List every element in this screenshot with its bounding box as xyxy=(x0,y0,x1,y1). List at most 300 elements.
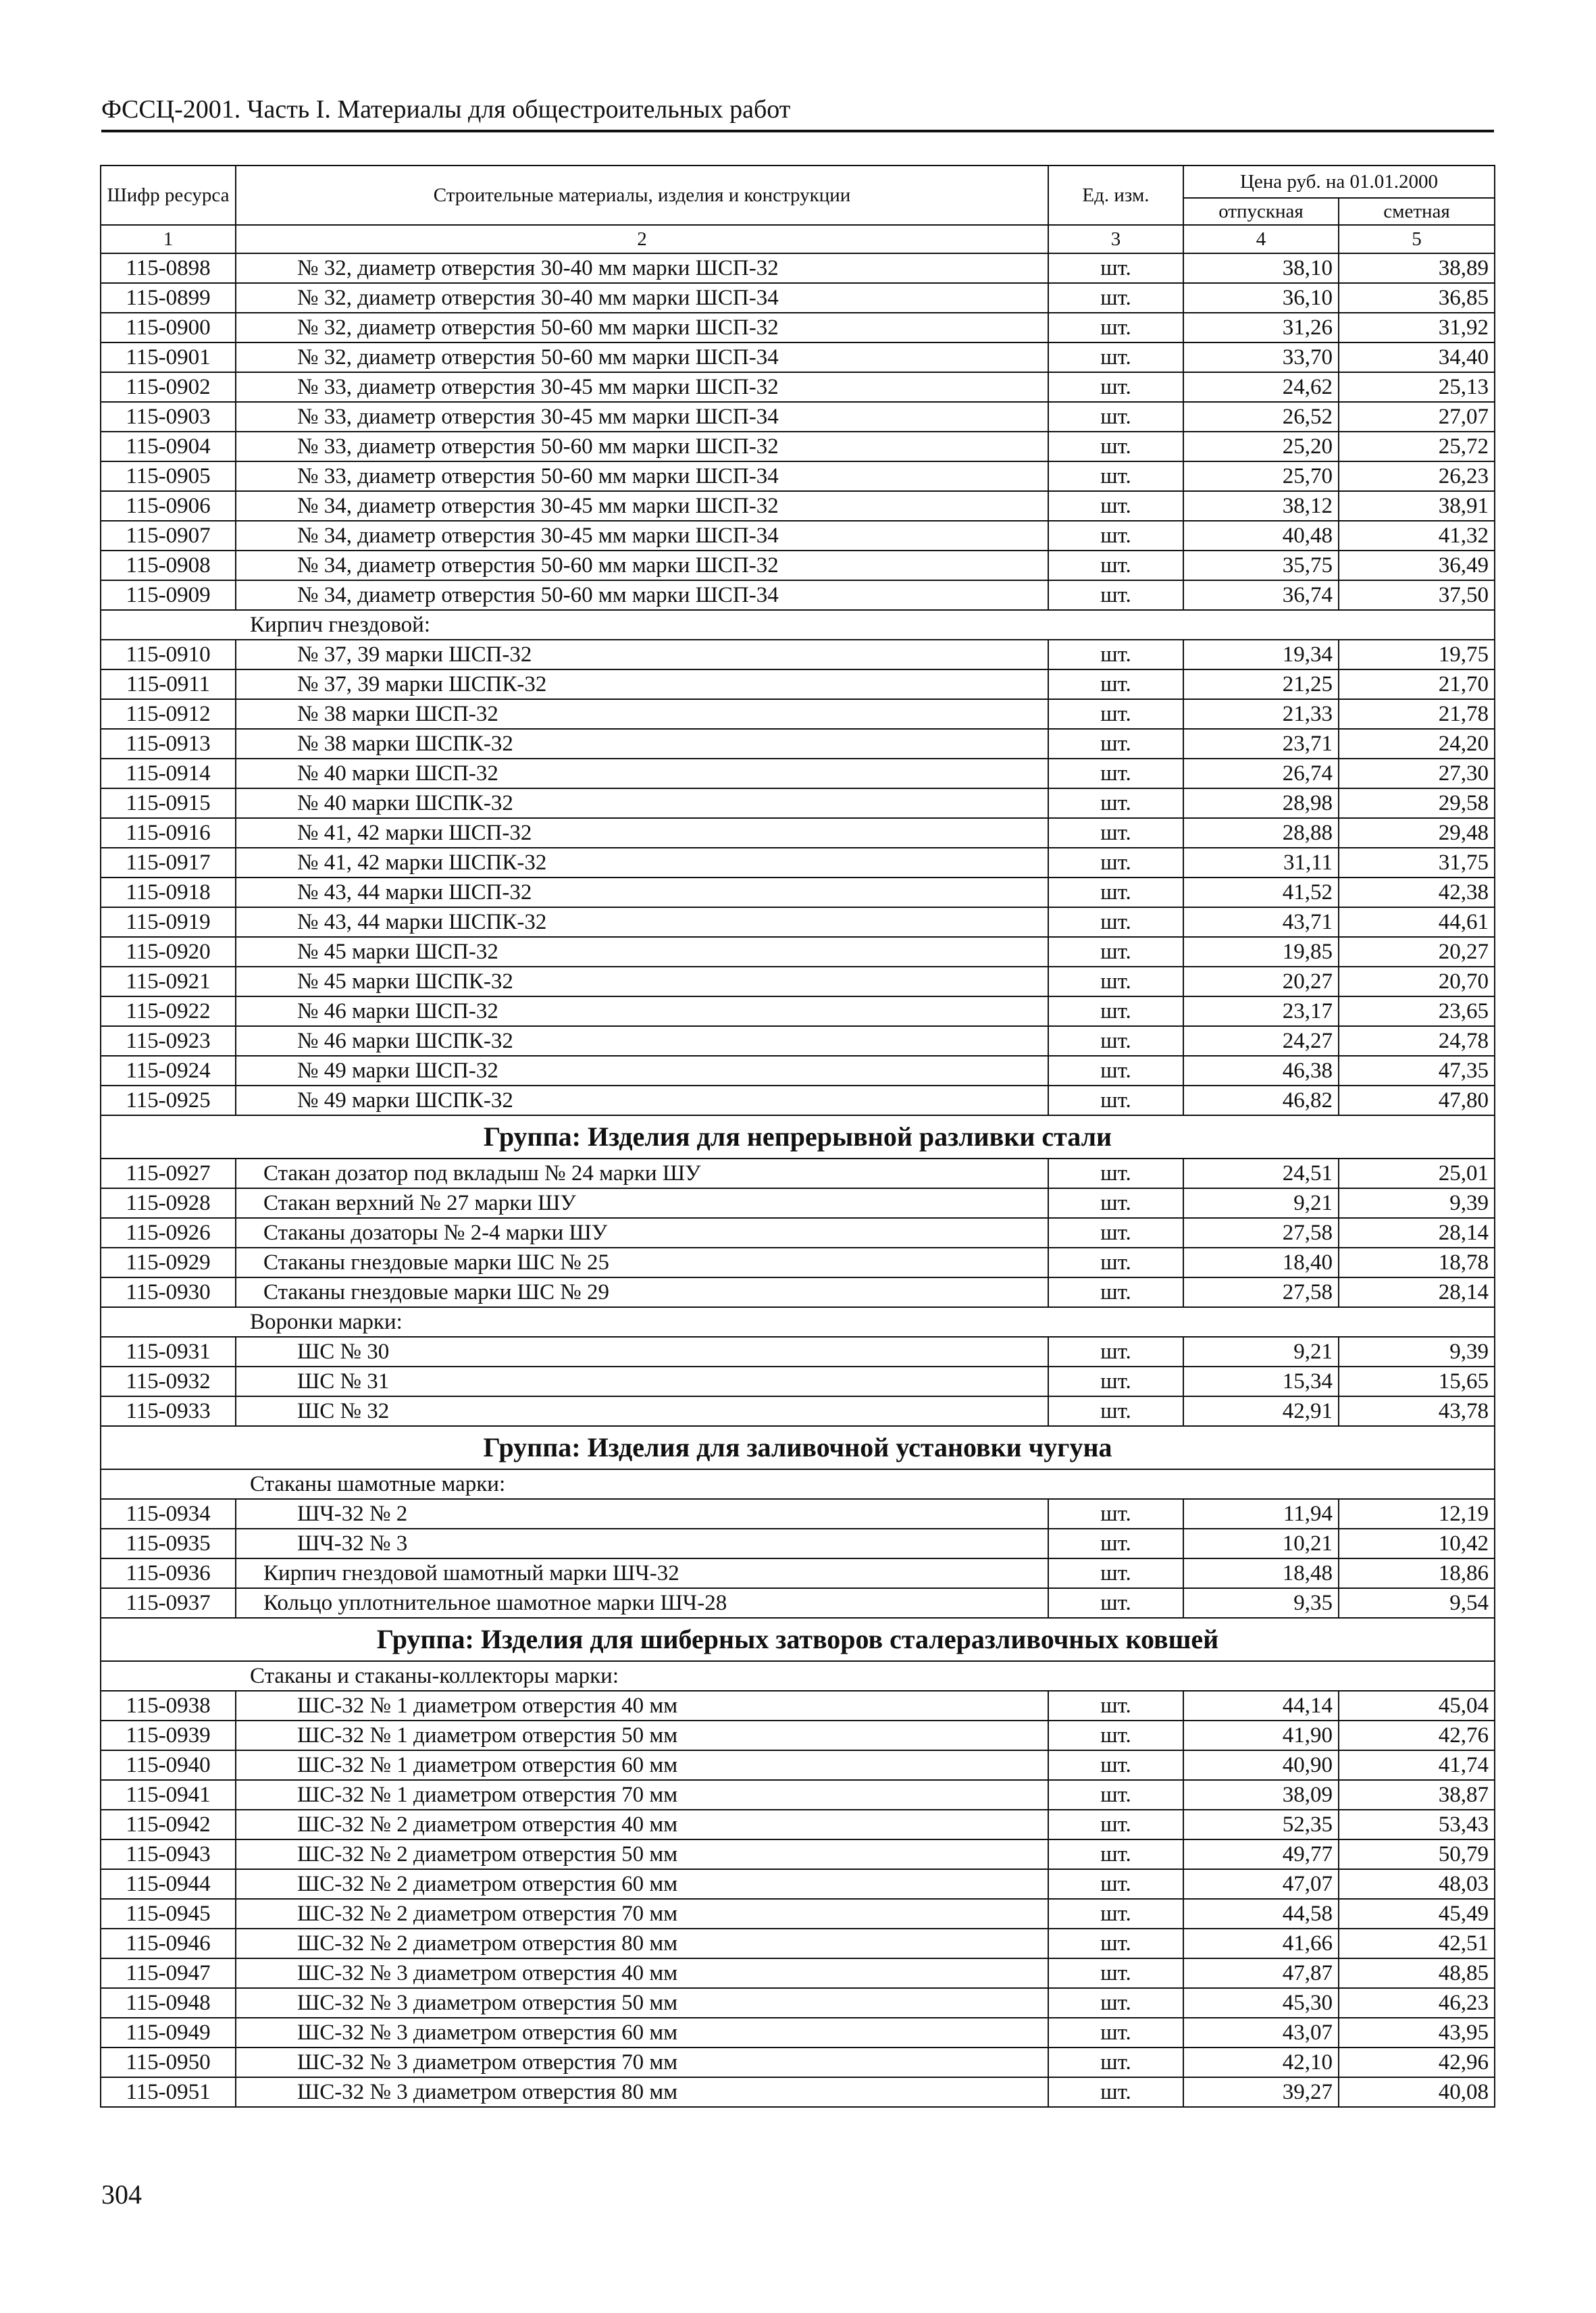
release-price-cell: 43,07 xyxy=(1183,2018,1339,2048)
material-name-cell: № 32, диаметр отверстия 30-40 мм марки ШСП-34 xyxy=(236,283,1048,313)
table-row xyxy=(101,2048,1495,2077)
resource-code-cell: 115-0898 xyxy=(101,253,236,283)
unit-cell: шт. xyxy=(1048,1367,1183,1396)
resource-code-cell: 115-0906 xyxy=(101,491,236,521)
unit-cell: шт. xyxy=(1048,313,1183,342)
table-row xyxy=(101,313,1495,342)
release-price-cell: 18,48 xyxy=(1183,1558,1339,1588)
resource-code-cell: 115-0920 xyxy=(101,937,236,967)
table-row xyxy=(101,580,1495,610)
release-price-cell: 40,90 xyxy=(1183,1750,1339,1780)
material-name-cell: ШС-32 № 2 диаметром отверстия 80 мм xyxy=(236,1929,1048,1958)
estimate-price-cell: 41,32 xyxy=(1339,521,1495,551)
estimate-price-cell: 38,89 xyxy=(1339,253,1495,283)
group-heading-row xyxy=(101,1618,1495,1661)
estimate-price-cell: 15,65 xyxy=(1339,1367,1495,1396)
unit-cell: шт. xyxy=(1048,729,1183,759)
resource-code-cell: 115-0934 xyxy=(101,1499,236,1529)
estimate-price-cell: 10,42 xyxy=(1339,1529,1495,1558)
estimate-price-cell: 36,85 xyxy=(1339,283,1495,313)
estimate-price-cell: 41,74 xyxy=(1339,1750,1495,1780)
estimate-price-cell: 45,49 xyxy=(1339,1899,1495,1929)
table-row xyxy=(101,1780,1495,1810)
release-price-cell: 49,77 xyxy=(1183,1839,1339,1869)
estimate-price-cell: 50,79 xyxy=(1339,1839,1495,1869)
release-price-cell: 10,21 xyxy=(1183,1529,1339,1558)
unit-cell: шт. xyxy=(1048,521,1183,551)
unit-cell: шт. xyxy=(1048,1026,1183,1056)
release-price-cell: 35,75 xyxy=(1183,551,1339,580)
material-name-cell: ШС-32 № 3 диаметром отверстия 40 мм xyxy=(236,1958,1048,1988)
estimate-price-cell: 28,14 xyxy=(1339,1218,1495,1248)
material-name-cell: ШС-32 № 2 диаметром отверстия 40 мм xyxy=(236,1810,1048,1839)
release-price-cell: 44,14 xyxy=(1183,1691,1339,1721)
estimate-price-cell: 25,13 xyxy=(1339,372,1495,402)
material-name-cell: ШС-32 № 1 диаметром отверстия 70 мм xyxy=(236,1780,1048,1810)
release-price-cell: 23,71 xyxy=(1183,729,1339,759)
table-row xyxy=(101,1056,1495,1086)
release-price-cell: 41,52 xyxy=(1183,878,1339,907)
unit-cell: шт. xyxy=(1048,788,1183,818)
col-number-4: 4 xyxy=(1183,225,1339,253)
table-row xyxy=(101,1869,1495,1899)
unit-cell: шт. xyxy=(1048,1558,1183,1588)
table-header xyxy=(101,166,1495,253)
release-price-cell: 41,90 xyxy=(1183,1721,1339,1750)
subgroup-row xyxy=(101,1661,1495,1691)
table-row xyxy=(101,1337,1495,1367)
unit-cell: шт. xyxy=(1048,1159,1183,1188)
material-name-cell: Стакан верхний № 27 марки ШУ xyxy=(236,1188,1048,1218)
unit-cell: шт. xyxy=(1048,1056,1183,1086)
material-name-cell: № 33, диаметр отверстия 30-45 мм марки ШСП-32 xyxy=(236,372,1048,402)
resource-code-cell: 115-0921 xyxy=(101,967,236,996)
resource-code-cell: 115-0926 xyxy=(101,1218,236,1248)
release-price-cell: 11,94 xyxy=(1183,1499,1339,1529)
release-price-cell: 46,38 xyxy=(1183,1056,1339,1086)
material-name-cell: № 32, диаметр отверстия 50-60 мм марки ШСП-32 xyxy=(236,313,1048,342)
unit-cell: шт. xyxy=(1048,1529,1183,1558)
table-row xyxy=(101,1750,1495,1780)
resource-code-cell: 115-0919 xyxy=(101,907,236,937)
material-name-cell: ШС-32 № 1 диаметром отверстия 40 мм xyxy=(236,1691,1048,1721)
estimate-price-cell: 48,85 xyxy=(1339,1958,1495,1988)
unit-cell: шт. xyxy=(1048,1988,1183,2018)
release-price-cell: 18,40 xyxy=(1183,1248,1339,1277)
release-price-cell: 42,10 xyxy=(1183,2048,1339,2077)
table-row xyxy=(101,1218,1495,1248)
unit-cell: шт. xyxy=(1048,1337,1183,1367)
col-number-2: 2 xyxy=(236,225,1048,253)
release-price-cell: 43,71 xyxy=(1183,907,1339,937)
resource-code-cell: 115-0930 xyxy=(101,1277,236,1307)
estimate-price-cell: 36,49 xyxy=(1339,551,1495,580)
table-row xyxy=(101,1367,1495,1396)
unit-cell: шт. xyxy=(1048,461,1183,491)
resource-code-cell: 115-0929 xyxy=(101,1248,236,1277)
release-price-cell: 23,17 xyxy=(1183,996,1339,1026)
material-name-cell: ШС-32 № 3 диаметром отверстия 70 мм xyxy=(236,2048,1048,2077)
release-price-cell: 36,10 xyxy=(1183,283,1339,313)
material-name-cell: ШЧ-32 № 2 xyxy=(236,1499,1048,1529)
unit-cell: шт. xyxy=(1048,1499,1183,1529)
material-name-cell: № 34, диаметр отверстия 30-45 мм марки ШСП-34 xyxy=(236,521,1048,551)
release-price-cell: 45,30 xyxy=(1183,1988,1339,2018)
resource-code-cell: 115-0902 xyxy=(101,372,236,402)
table-row xyxy=(101,848,1495,878)
unit-cell: шт. xyxy=(1048,253,1183,283)
estimate-price-cell: 42,51 xyxy=(1339,1929,1495,1958)
table-row xyxy=(101,1499,1495,1529)
material-name-cell: ШС-32 № 2 диаметром отверстия 70 мм xyxy=(236,1899,1048,1929)
release-price-cell: 52,35 xyxy=(1183,1810,1339,1839)
estimate-price-cell: 45,04 xyxy=(1339,1691,1495,1721)
resource-code-cell: 115-0899 xyxy=(101,283,236,313)
estimate-price-cell: 9,54 xyxy=(1339,1588,1495,1618)
resource-code-cell: 115-0947 xyxy=(101,1958,236,1988)
unit-cell: шт. xyxy=(1048,491,1183,521)
unit-cell: шт. xyxy=(1048,699,1183,729)
release-price-cell: 39,27 xyxy=(1183,2077,1339,2107)
release-price-cell: 25,70 xyxy=(1183,461,1339,491)
resource-code-cell: 115-0942 xyxy=(101,1810,236,1839)
subgroup-row xyxy=(101,610,1495,640)
release-price-cell: 19,85 xyxy=(1183,937,1339,967)
group-heading: Группа: Изделия для непрерывной разливки стали xyxy=(101,1115,1495,1159)
subgroup-row xyxy=(101,1307,1495,1337)
estimate-price-cell: 26,23 xyxy=(1339,461,1495,491)
release-price-cell: 19,34 xyxy=(1183,640,1339,669)
page-number: 304 xyxy=(101,2179,142,2210)
table-row xyxy=(101,1810,1495,1839)
subgroup-label: Стаканы шамотные марки: xyxy=(101,1469,1495,1499)
group-heading: Группа: Изделия для шиберных затворов сталеразливочных ковшей xyxy=(101,1618,1495,1661)
resource-code-cell: 115-0938 xyxy=(101,1691,236,1721)
estimate-price-cell: 25,01 xyxy=(1339,1159,1495,1188)
estimate-price-cell: 46,23 xyxy=(1339,1988,1495,2018)
unit-cell: шт. xyxy=(1048,996,1183,1026)
table-row xyxy=(101,491,1495,521)
unit-cell: шт. xyxy=(1048,967,1183,996)
unit-cell: шт. xyxy=(1048,1277,1183,1307)
resource-code-cell: 115-0917 xyxy=(101,848,236,878)
subgroup-label: Стаканы и стаканы-коллекторы марки: xyxy=(101,1661,1495,1691)
unit-cell: шт. xyxy=(1048,1899,1183,1929)
material-name-cell: ШС-32 № 3 диаметром отверстия 80 мм xyxy=(236,2077,1048,2107)
resource-code-cell: 115-0931 xyxy=(101,1337,236,1367)
release-price-cell: 20,27 xyxy=(1183,967,1339,996)
unit-cell: шт. xyxy=(1048,1721,1183,1750)
estimate-price-cell: 20,70 xyxy=(1339,967,1495,996)
table-row xyxy=(101,432,1495,461)
unit-cell: шт. xyxy=(1048,759,1183,788)
subgroup-row xyxy=(101,1469,1495,1499)
col-header-code: Шифр ресурса xyxy=(101,166,236,225)
material-name-cell: № 49 марки ШСПК-32 xyxy=(236,1086,1048,1115)
material-name-cell: № 33, диаметр отверстия 30-45 мм марки ШСП-34 xyxy=(236,402,1048,432)
table-row xyxy=(101,1026,1495,1056)
estimate-price-cell: 34,40 xyxy=(1339,342,1495,372)
estimate-price-cell: 42,76 xyxy=(1339,1721,1495,1750)
material-name-cell: № 43, 44 марки ШСП-32 xyxy=(236,878,1048,907)
resource-code-cell: 115-0940 xyxy=(101,1750,236,1780)
resource-code-cell: 115-0922 xyxy=(101,996,236,1026)
subgroup-label: Воронки марки: xyxy=(101,1307,1495,1337)
estimate-price-cell: 19,75 xyxy=(1339,640,1495,669)
material-name-cell: ШС-32 № 2 диаметром отверстия 50 мм xyxy=(236,1839,1048,1869)
resource-code-cell: 115-0900 xyxy=(101,313,236,342)
col-header-price: Цена руб. на 01.01.2000 xyxy=(1183,166,1495,198)
material-name-cell: Кирпич гнездовой шамотный марки ШЧ-32 xyxy=(236,1558,1048,1588)
release-price-cell: 42,91 xyxy=(1183,1396,1339,1426)
estimate-price-cell: 42,38 xyxy=(1339,878,1495,907)
material-name-cell: № 38 марки ШСП-32 xyxy=(236,699,1048,729)
estimate-price-cell: 20,27 xyxy=(1339,937,1495,967)
release-price-cell: 9,35 xyxy=(1183,1588,1339,1618)
material-name-cell: Стаканы дозаторы № 2-4 марки ШУ xyxy=(236,1218,1048,1248)
material-name-cell: № 34, диаметр отверстия 50-60 мм марки ШСП-34 xyxy=(236,580,1048,610)
estimate-price-cell: 31,92 xyxy=(1339,313,1495,342)
release-price-cell: 9,21 xyxy=(1183,1188,1339,1218)
resource-code-cell: 115-0918 xyxy=(101,878,236,907)
estimate-price-cell: 23,65 xyxy=(1339,996,1495,1026)
col-number-3: 3 xyxy=(1048,225,1183,253)
table-row xyxy=(101,253,1495,283)
release-price-cell: 26,52 xyxy=(1183,402,1339,432)
unit-cell: шт. xyxy=(1048,1750,1183,1780)
table-row xyxy=(101,461,1495,491)
unit-cell: шт. xyxy=(1048,818,1183,848)
release-price-cell: 21,25 xyxy=(1183,669,1339,699)
resource-code-cell: 115-0927 xyxy=(101,1159,236,1188)
unit-cell: шт. xyxy=(1048,1086,1183,1115)
table-row xyxy=(101,1248,1495,1277)
material-name-cell: № 37, 39 марки ШСП-32 xyxy=(236,640,1048,669)
material-name-cell: № 34, диаметр отверстия 50-60 мм марки ШСП-32 xyxy=(236,551,1048,580)
resource-code-cell: 115-0943 xyxy=(101,1839,236,1869)
col-header-name: Строительные материалы, изделия и конструкции xyxy=(236,166,1048,225)
table-body xyxy=(101,253,1495,2107)
unit-cell: шт. xyxy=(1048,2018,1183,2048)
resource-code-cell: 115-0941 xyxy=(101,1780,236,1810)
material-name-cell: № 46 марки ШСП-32 xyxy=(236,996,1048,1026)
resource-code-cell: 115-0901 xyxy=(101,342,236,372)
material-name-cell: ШЧ-32 № 3 xyxy=(236,1529,1048,1558)
resource-code-cell: 115-0933 xyxy=(101,1396,236,1426)
unit-cell: шт. xyxy=(1048,1588,1183,1618)
col-header-estimate-price: сметная xyxy=(1339,198,1495,225)
estimate-price-cell: 48,03 xyxy=(1339,1869,1495,1899)
estimate-price-cell: 37,50 xyxy=(1339,580,1495,610)
release-price-cell: 36,74 xyxy=(1183,580,1339,610)
unit-cell: шт. xyxy=(1048,1248,1183,1277)
resource-code-cell: 115-0937 xyxy=(101,1588,236,1618)
unit-cell: шт. xyxy=(1048,1396,1183,1426)
material-name-cell: № 32, диаметр отверстия 50-60 мм марки ШСП-34 xyxy=(236,342,1048,372)
estimate-price-cell: 27,07 xyxy=(1339,402,1495,432)
unit-cell: шт. xyxy=(1048,402,1183,432)
unit-cell: шт. xyxy=(1048,372,1183,402)
estimate-price-cell: 47,80 xyxy=(1339,1086,1495,1115)
material-name-cell: Стаканы гнездовые марки ШС № 25 xyxy=(236,1248,1048,1277)
resource-code-cell: 115-0911 xyxy=(101,669,236,699)
table-row xyxy=(101,1691,1495,1721)
material-name-cell: № 41, 42 марки ШСПК-32 xyxy=(236,848,1048,878)
table-row xyxy=(101,1899,1495,1929)
table-row xyxy=(101,878,1495,907)
col-number-1: 1 xyxy=(101,225,236,253)
estimate-price-cell: 43,78 xyxy=(1339,1396,1495,1426)
group-heading-row xyxy=(101,1426,1495,1469)
estimate-price-cell: 29,48 xyxy=(1339,818,1495,848)
table-row xyxy=(101,1988,1495,2018)
material-name-cell: № 40 марки ШСПК-32 xyxy=(236,788,1048,818)
resource-code-cell: 115-0935 xyxy=(101,1529,236,1558)
table-row xyxy=(101,937,1495,967)
table-row xyxy=(101,2077,1495,2107)
table-row xyxy=(101,2018,1495,2048)
table-row xyxy=(101,1086,1495,1115)
table-row xyxy=(101,699,1495,729)
material-name-cell: № 33, диаметр отверстия 50-60 мм марки ШСП-34 xyxy=(236,461,1048,491)
table-row xyxy=(101,372,1495,402)
table-row xyxy=(101,788,1495,818)
release-price-cell: 25,20 xyxy=(1183,432,1339,461)
unit-cell: шт. xyxy=(1048,669,1183,699)
release-price-cell: 9,21 xyxy=(1183,1337,1339,1367)
release-price-cell: 28,88 xyxy=(1183,818,1339,848)
material-name-cell: ШС-32 № 1 диаметром отверстия 60 мм xyxy=(236,1750,1048,1780)
estimate-price-cell: 9,39 xyxy=(1339,1188,1495,1218)
unit-cell: шт. xyxy=(1048,1780,1183,1810)
unit-cell: шт. xyxy=(1048,551,1183,580)
unit-cell: шт. xyxy=(1048,1929,1183,1958)
table-row xyxy=(101,1529,1495,1558)
release-price-cell: 33,70 xyxy=(1183,342,1339,372)
estimate-price-cell: 31,75 xyxy=(1339,848,1495,878)
resource-code-cell: 115-0904 xyxy=(101,432,236,461)
table-row xyxy=(101,967,1495,996)
release-price-cell: 27,58 xyxy=(1183,1277,1339,1307)
release-price-cell: 24,27 xyxy=(1183,1026,1339,1056)
estimate-price-cell: 18,78 xyxy=(1339,1248,1495,1277)
material-name-cell: № 49 марки ШСП-32 xyxy=(236,1056,1048,1086)
unit-cell: шт. xyxy=(1048,342,1183,372)
estimate-price-cell: 29,58 xyxy=(1339,788,1495,818)
estimate-price-cell: 18,86 xyxy=(1339,1558,1495,1588)
unit-cell: шт. xyxy=(1048,432,1183,461)
col-header-unit: Ед. изм. xyxy=(1048,166,1183,225)
release-price-cell: 41,66 xyxy=(1183,1929,1339,1958)
subgroup-label: Кирпич гнездовой: xyxy=(101,610,1495,640)
release-price-cell: 27,58 xyxy=(1183,1218,1339,1248)
material-name-cell: № 38 марки ШСПК-32 xyxy=(236,729,1048,759)
material-name-cell: Кольцо уплотнительное шамотное марки ШЧ-28 xyxy=(236,1588,1048,1618)
resource-code-cell: 115-0951 xyxy=(101,2077,236,2107)
price-table xyxy=(100,165,1495,2108)
unit-cell: шт. xyxy=(1048,878,1183,907)
material-name-cell: № 32, диаметр отверстия 30-40 мм марки ШСП-32 xyxy=(236,253,1048,283)
table-row xyxy=(101,1277,1495,1307)
resource-code-cell: 115-0923 xyxy=(101,1026,236,1056)
group-heading: Группа: Изделия для заливочной установки чугуна xyxy=(101,1426,1495,1469)
release-price-cell: 47,07 xyxy=(1183,1869,1339,1899)
table-row xyxy=(101,1839,1495,1869)
table-row xyxy=(101,1958,1495,1988)
resource-code-cell: 115-0915 xyxy=(101,788,236,818)
resource-code-cell: 115-0948 xyxy=(101,1988,236,2018)
unit-cell: шт. xyxy=(1048,937,1183,967)
resource-code-cell: 115-0909 xyxy=(101,580,236,610)
material-name-cell: ШС-32 № 1 диаметром отверстия 50 мм xyxy=(236,1721,1048,1750)
table-row xyxy=(101,1188,1495,1218)
estimate-price-cell: 38,91 xyxy=(1339,491,1495,521)
resource-code-cell: 115-0910 xyxy=(101,640,236,669)
material-name-cell: № 33, диаметр отверстия 50-60 мм марки ШСП-32 xyxy=(236,432,1048,461)
resource-code-cell: 115-0913 xyxy=(101,729,236,759)
table-row xyxy=(101,1929,1495,1958)
unit-cell: шт. xyxy=(1048,640,1183,669)
unit-cell: шт. xyxy=(1048,1810,1183,1839)
material-name-cell: № 43, 44 марки ШСПК-32 xyxy=(236,907,1048,937)
material-name-cell: Стакан дозатор под вкладыш № 24 марки ШУ xyxy=(236,1159,1048,1188)
unit-cell: шт. xyxy=(1048,283,1183,313)
estimate-price-cell: 25,72 xyxy=(1339,432,1495,461)
release-price-cell: 38,12 xyxy=(1183,491,1339,521)
table-row xyxy=(101,759,1495,788)
material-name-cell: ШС № 32 xyxy=(236,1396,1048,1426)
resource-code-cell: 115-0916 xyxy=(101,818,236,848)
resource-code-cell: 115-0946 xyxy=(101,1929,236,1958)
estimate-price-cell: 24,78 xyxy=(1339,1026,1495,1056)
resource-code-cell: 115-0905 xyxy=(101,461,236,491)
table-row xyxy=(101,729,1495,759)
unit-cell: шт. xyxy=(1048,1188,1183,1218)
estimate-price-cell: 21,70 xyxy=(1339,669,1495,699)
col-header-release-price: отпускная xyxy=(1183,198,1339,225)
table-row xyxy=(101,907,1495,937)
release-price-cell: 24,62 xyxy=(1183,372,1339,402)
material-name-cell: № 41, 42 марки ШСП-32 xyxy=(236,818,1048,848)
table-row xyxy=(101,1159,1495,1188)
estimate-price-cell: 42,96 xyxy=(1339,2048,1495,2077)
material-name-cell: № 45 марки ШСП-32 xyxy=(236,937,1048,967)
unit-cell: шт. xyxy=(1048,580,1183,610)
resource-code-cell: 115-0939 xyxy=(101,1721,236,1750)
material-name-cell: ШС-32 № 2 диаметром отверстия 60 мм xyxy=(236,1869,1048,1899)
material-name-cell: № 37, 39 марки ШСПК-32 xyxy=(236,669,1048,699)
resource-code-cell: 115-0928 xyxy=(101,1188,236,1218)
estimate-price-cell: 53,43 xyxy=(1339,1810,1495,1839)
release-price-cell: 24,51 xyxy=(1183,1159,1339,1188)
running-head: ФССЦ-2001. Часть I. Материалы для общестроительных работ xyxy=(101,95,1494,132)
estimate-price-cell: 47,35 xyxy=(1339,1056,1495,1086)
unit-cell: шт. xyxy=(1048,848,1183,878)
release-price-cell: 40,48 xyxy=(1183,521,1339,551)
resource-code-cell: 115-0912 xyxy=(101,699,236,729)
resource-code-cell: 115-0945 xyxy=(101,1899,236,1929)
col-number-5: 5 xyxy=(1339,225,1495,253)
table-row xyxy=(101,342,1495,372)
resource-code-cell: 115-0914 xyxy=(101,759,236,788)
material-name-cell: № 46 марки ШСПК-32 xyxy=(236,1026,1048,1056)
estimate-price-cell: 24,20 xyxy=(1339,729,1495,759)
unit-cell: шт. xyxy=(1048,2077,1183,2107)
table-row xyxy=(101,818,1495,848)
release-price-cell: 46,82 xyxy=(1183,1086,1339,1115)
resource-code-cell: 115-0936 xyxy=(101,1558,236,1588)
estimate-price-cell: 12,19 xyxy=(1339,1499,1495,1529)
